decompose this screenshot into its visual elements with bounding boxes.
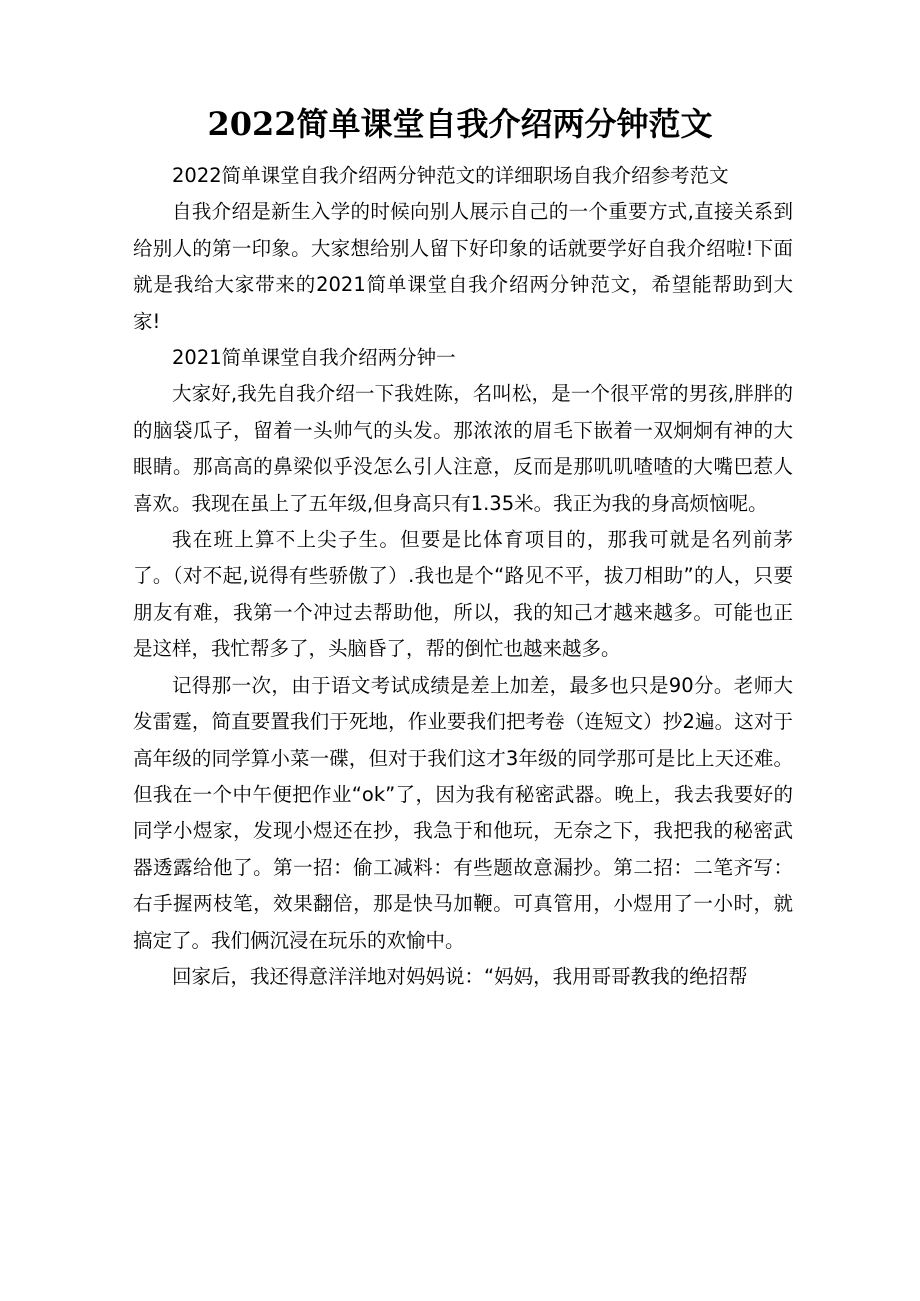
paragraph-self-description: 大家好,我先自我介绍一下我姓陈，名叫松，是一个很平常的男孩,胖胖的的脑袋瓜子，留着一头帅气的头发。那浓浓的眉毛下嵌着一双炯炯有神的大眼睛。那高高的鼻梁似乎没怎么引人注意，反而是那叽叽喳喳的大嘴巴惹人喜欢。我现在虽上了五年级,但身高只有1.35米。我正为我的身高烦恼呢。 bbox=[133, 382, 793, 515]
document-title: 2022简单课堂自我介绍两分钟范文 bbox=[207, 105, 713, 143]
paragraph-school-life: 我在班上算不上尖子生。但要是比体育项目的，那我可就是名列前茅了。（对不起,说得有些骄傲了）.我也是个“路见不平，拔刀相助”的人，只要朋友有难，我第一个冲过去帮助他，所以，我的知己才越来越多。可能也正是这样，我忙帮多了，头脑昏了，帮的倒忙也越来越多。 bbox=[133, 528, 793, 661]
paragraph-subtitle: 2022简单课堂自我介绍两分钟范文的详细职场自我介绍参考范文 bbox=[172, 164, 729, 187]
document-body bbox=[133, 158, 793, 995]
paragraph-homework-story: 记得那一次，由于语文考试成绩是差上加差，最多也只是90分。老师大发雷霆，简直要置我们于死地，作业要我们把考卷（连短文）抄2遍。这对于高年级的同学算小菜一碟，但对于我们这才3年级的同学那可是比上天还难。但我在一个中午便把作业“ok”了，因为我有秘密武器。晚上，我去我要好的同学小煜家，发现小煜还在抄，我急于和他玩，无奈之下，我把我的秘密武器透露给他了。第一招：偷工减料：有些题故意漏抄。第二招：二笔齐写：右手握两枝笔，效果翻倍，那是快马加鞭。可真管用，小煜用了一小时，就搞定了。我们俩沉浸在玩乐的欢愉中。 bbox=[133, 673, 793, 952]
paragraph-section-heading: 2021简单课堂自我介绍两分钟一 bbox=[172, 346, 456, 370]
paragraph-intro: 自我介绍是新生入学的时候向别人展示自己的一个重要方式,直接关系到给别人的第一印象。大家想给别人留下好印象的话就要学好自我介绍啦!下面就是我给大家带来的2021简单课堂自我介绍两分钟范文，希望能帮助到大家! bbox=[133, 200, 793, 333]
paragraph-going-home: 回家后，我还得意洋洋地对妈妈说：“妈妈，我用哥哥教我的绝招帮 bbox=[172, 964, 748, 988]
